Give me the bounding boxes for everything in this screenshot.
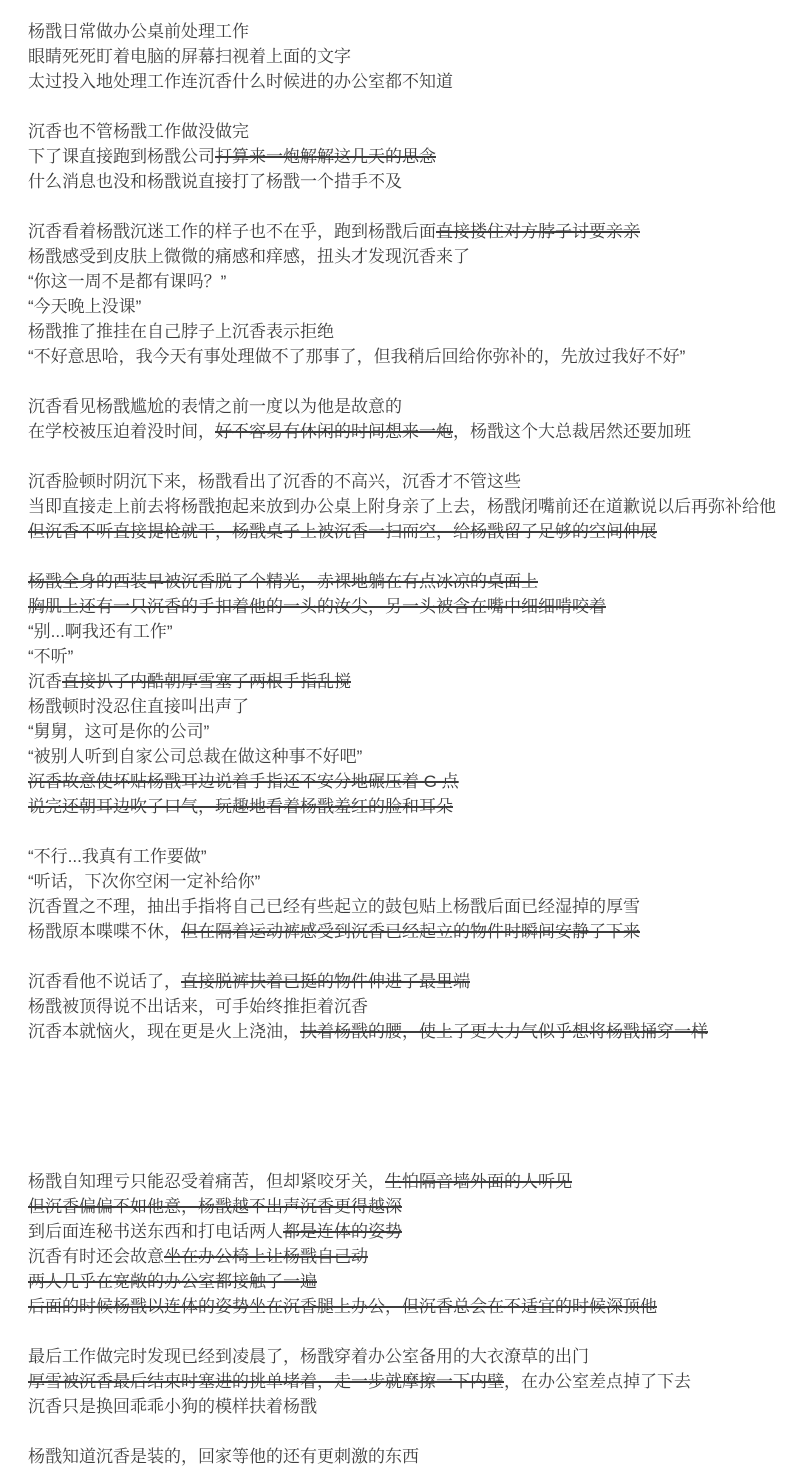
text-segment: “别...啊我还有工作” xyxy=(28,622,173,641)
text-line xyxy=(28,719,776,744)
text-line xyxy=(28,894,776,919)
struck-text-segment: 扶着杨戬的腰，使上了更大力气似乎想将杨戬捅穿一样 xyxy=(300,1022,708,1041)
text-line xyxy=(28,994,776,1019)
paragraph xyxy=(28,1169,776,1319)
text-segment: 杨戬顿时没忍住直接叫出声了 xyxy=(28,697,249,716)
text-line xyxy=(28,1294,776,1319)
text-line xyxy=(28,1344,776,1369)
text-line xyxy=(28,244,776,269)
text-segment: 到后面连秘书送东西和打电话两人 xyxy=(28,1222,283,1241)
text-segment: 杨戬原本喋喋不休， xyxy=(28,922,181,941)
text-segment: 最后工作做完时发现已经到凌晨了，杨戬穿着办公室备用的大衣潦草的出门 xyxy=(28,1347,589,1366)
text-segment: 杨戬推了推挂在自己脖子上沉香表示拒绝 xyxy=(28,322,334,341)
text-line xyxy=(28,394,776,419)
text-line xyxy=(28,69,776,94)
text-line xyxy=(28,1219,776,1244)
paragraph xyxy=(28,469,776,544)
text-segment: “不行...我真有工作要做” xyxy=(28,847,207,866)
struck-text-segment: 说完还朝耳边吹了口气，玩趣地看着杨戬羞红的脸和耳朵 xyxy=(28,797,453,816)
text-segment: 太过投入地处理工作连沉香什么时候进的办公室都不知道 xyxy=(28,72,453,91)
struck-text-segment: 但在隔着运动裤感受到沉香已经起立的物件时瞬间安静了下来 xyxy=(181,922,640,941)
text-line xyxy=(28,119,776,144)
text-segment: 沉香看他不说话了， xyxy=(28,972,181,991)
text-line xyxy=(28,969,776,994)
text-line xyxy=(28,1244,776,1269)
struck-text-segment: 两人几乎在宽敞的办公室都接触了一遍 xyxy=(28,1272,317,1291)
text-line xyxy=(28,494,776,519)
text-segment: 沉香 xyxy=(28,672,62,691)
paragraph xyxy=(28,969,776,1044)
text-line xyxy=(28,844,776,869)
text-line xyxy=(28,169,776,194)
struck-text-segment: 沉香故意使坏贴杨戬耳边说着手指还不安分地碾压着 G 点 xyxy=(28,772,459,791)
text-line xyxy=(28,1019,776,1044)
struck-text-segment: 好不容易有休闲的时间想来一炮 xyxy=(215,422,453,441)
text-segment: 沉香也不管杨戬工作做没做完 xyxy=(28,122,249,141)
text-segment: “你这一周不是都有课吗？” xyxy=(28,272,227,291)
text-line xyxy=(28,1444,776,1469)
text-line xyxy=(28,294,776,319)
text-segment: 沉香有时还会故意 xyxy=(28,1247,164,1266)
text-line xyxy=(28,319,776,344)
paragraph xyxy=(28,394,776,444)
text-segment: 杨戬被顶得说不出话来，可手始终推拒着沉香 xyxy=(28,997,368,1016)
text-line xyxy=(28,144,776,169)
text-segment: 沉香看见杨戬尴尬的表情之前一度以为他是故意的 xyxy=(28,397,402,416)
text-line xyxy=(28,869,776,894)
text-segment: 杨戬知道沉香是装的，回家等他的还有更刺激的东西 xyxy=(28,1447,419,1466)
paragraph xyxy=(28,569,776,819)
text-segment: 沉香置之不理，抽出手指将自己已经有些起立的鼓包贴上杨戬后面已经湿掉的厚雪 xyxy=(28,897,640,916)
text-line xyxy=(28,694,776,719)
text-segment: 当即直接走上前去将杨戬抱起来放到办公桌上附身亲了上去，杨戬闭嘴前还在道歉说以后再弥补给他 xyxy=(28,497,776,516)
text-line xyxy=(28,619,776,644)
paragraph xyxy=(28,119,776,194)
text-line xyxy=(28,594,776,619)
text-line xyxy=(28,569,776,594)
struck-text-segment: 厚雪被沉香最后结束时塞进的挑单堵着，走一步就摩擦一下内壁 xyxy=(28,1372,504,1391)
text-line xyxy=(28,794,776,819)
text-line xyxy=(28,1169,776,1194)
struck-text-segment: 都是连体的姿势 xyxy=(283,1222,402,1241)
text-segment: 杨戬日常做办公桌前处理工作 xyxy=(28,22,249,41)
paragraph xyxy=(28,1444,776,1469)
text-line xyxy=(28,1394,776,1419)
text-segment: 沉香看着杨戬沉迷工作的样子也不在乎，跑到杨戬后面 xyxy=(28,222,436,241)
paragraph xyxy=(28,219,776,369)
text-segment: “听话，下次你空闲一定补给你” xyxy=(28,872,261,891)
text-segment: 沉香脸顿时阴沉下来，杨戬看出了沉香的不高兴，沉香才不管这些 xyxy=(28,472,521,491)
text-line xyxy=(28,1194,776,1219)
text-line xyxy=(28,44,776,69)
text-line xyxy=(28,419,776,444)
text-segment: “今天晚上没课” xyxy=(28,297,142,316)
struck-text-segment: 后面的时候杨戬以连体的姿势坐在沉香腿上办公，但沉香总会在不适宜的时候深顶他 xyxy=(28,1297,657,1316)
paragraph xyxy=(28,844,776,944)
text-line xyxy=(28,744,776,769)
text-segment: 沉香只是换回乖乖小狗的模样扶着杨戬 xyxy=(28,1397,317,1416)
text-line xyxy=(28,269,776,294)
text-segment: 眼睛死死盯着电脑的屏幕扫视着上面的文字 xyxy=(28,47,351,66)
text-segment: 什么消息也没和杨戬说直接打了杨戬一个措手不及 xyxy=(28,172,402,191)
text-line xyxy=(28,469,776,494)
text-segment: 杨戬自知理亏只能忍受着痛苦，但却紧咬牙关， xyxy=(28,1172,385,1191)
text-line xyxy=(28,644,776,669)
paragraph xyxy=(28,1344,776,1419)
text-segment: 在学校被压迫着没时间， xyxy=(28,422,215,441)
struck-text-segment: 直接搂住对方脖子讨要亲亲 xyxy=(436,222,640,241)
text-line xyxy=(28,519,776,544)
text-line xyxy=(28,344,776,369)
text-line xyxy=(28,219,776,244)
text-segment: “不听” xyxy=(28,647,74,666)
struck-text-segment: 杨戬全身的西装早被沉香脱了个精光，赤裸地躺在有点冰凉的桌面上 xyxy=(28,572,538,591)
paragraph xyxy=(28,19,776,94)
struck-text-segment: 直接扒了内酷朝厚雪塞了两根手指乱搅 xyxy=(62,672,351,691)
text-segment: “不好意思哈，我今天有事处理做不了那事了，但我稍后回给你弥补的，先放过我好不好” xyxy=(28,347,686,366)
text-segment: “舅舅，这可是你的公司” xyxy=(28,722,210,741)
struck-text-segment: 打算来一炮解解这几天的思念 xyxy=(215,147,436,166)
text-line xyxy=(28,919,776,944)
text-segment: “被别人听到自家公司总裁在做这种事不好吧” xyxy=(28,747,363,766)
text-line xyxy=(28,669,776,694)
text-segment: ，在办公室差点掉了下去 xyxy=(504,1372,691,1391)
text-line xyxy=(28,1269,776,1294)
struck-text-segment: 坐在办公椅上让杨戬自己动 xyxy=(164,1247,368,1266)
text-segment: 下了课直接跑到杨戬公司 xyxy=(28,147,215,166)
struck-text-segment: 生怕隔音墙外面的人听见 xyxy=(385,1172,572,1191)
text-segment: 沉香本就恼火，现在更是火上浇油， xyxy=(28,1022,300,1041)
text-line xyxy=(28,769,776,794)
text-line xyxy=(28,19,776,44)
text-line xyxy=(28,1369,776,1394)
struck-text-segment: 但沉香偏偏不如他意，杨戬越不出声沉香更得越深 xyxy=(28,1197,402,1216)
text-segment: 杨戬感受到皮肤上微微的痛感和痒感，扭头才发现沉香来了 xyxy=(28,247,470,266)
struck-text-segment: 但沉香不听直接提枪就干，杨戬桌子上被沉香一扫而空，给杨戬留了足够的空间伸展 xyxy=(28,522,657,541)
text-segment: ，杨戬这个大总裁居然还要加班 xyxy=(453,422,691,441)
struck-text-segment: 胸肌上还有一只沉香的手扣着他的一头的汝尖，另一头被含在嘴中细细啃咬着 xyxy=(28,597,606,616)
struck-text-segment: 直接脱裤扶着已挺的物件伸进了最里端 xyxy=(181,972,470,991)
